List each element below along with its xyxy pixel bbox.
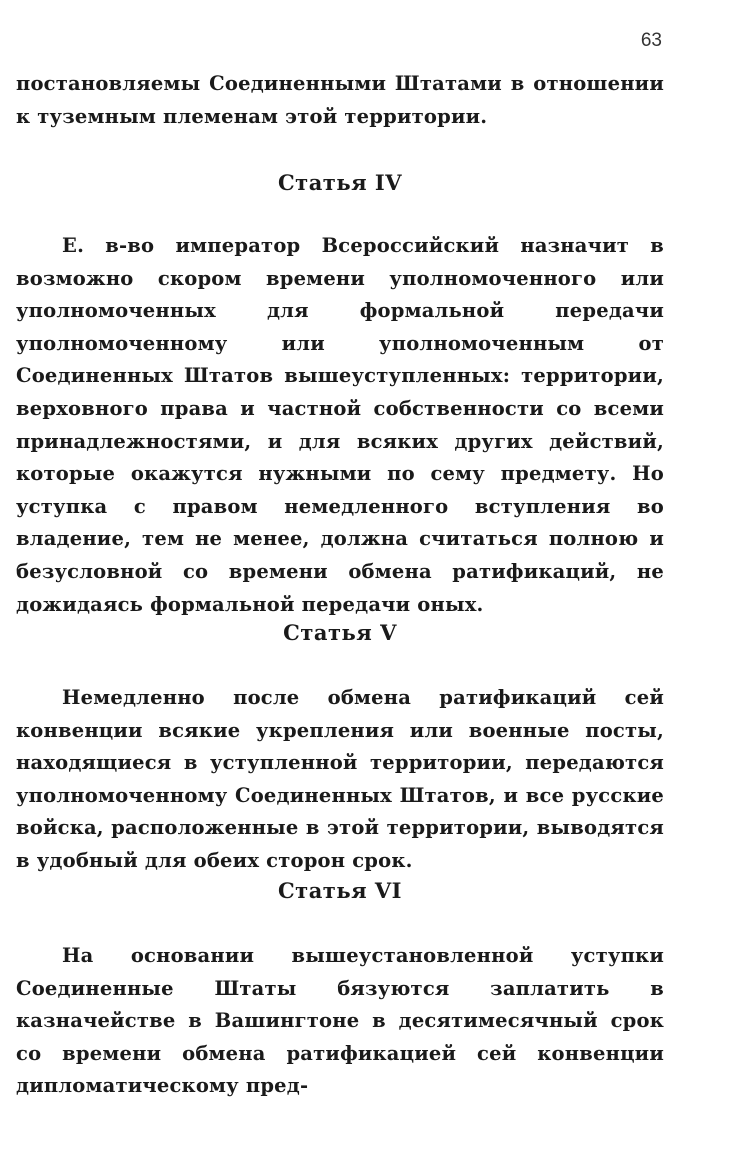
article-6-heading: Статья VI: [277, 878, 403, 903]
article-4-text: Е. в-во император Всероссийский назначит в возможно скором времени уполномоченного или уполномоченных для формальной передачи уполномоченному или уполномоченным от Соединенных Штатов вышеуступленных: территории, верховного права и частной собственности со всеми принадлежностями, и для всяких других действий, которые окажутся нужными по сему предмету. Но уступка с правом немедленного вступления во владение, тем не менее, должна считаться полною и безусловной со времени обмена ратификаций, не дожидаясь формальной передачи оных.: [16, 234, 664, 616]
article-5-text: Немедленно после обмена ратификаций сей конвенции всякие укрепления или военные посты, находящиеся в уступленной территории, передаются уполномоченному Соединенных Штатов, и все русские войска, расположенные в этой территории, выводятся в удобный для обеих сторон срок.: [16, 686, 664, 872]
article-4-heading: Статья IV: [277, 170, 403, 195]
article-6-text: На основании вышеустановленной уступки Соединенные Штаты бязуются заплатить в казначействе в Вашингтоне в десятимесячный срок со времени обмена ратификацией сей конвенции дипломатическому пред-: [16, 944, 664, 1098]
continued-paragraph: постановляемы Соединенными Штатами в отношении к туземным племенам этой территории.: [16, 72, 664, 128]
page-number: 63: [640, 30, 662, 51]
article-5-heading: Статья V: [283, 620, 397, 645]
